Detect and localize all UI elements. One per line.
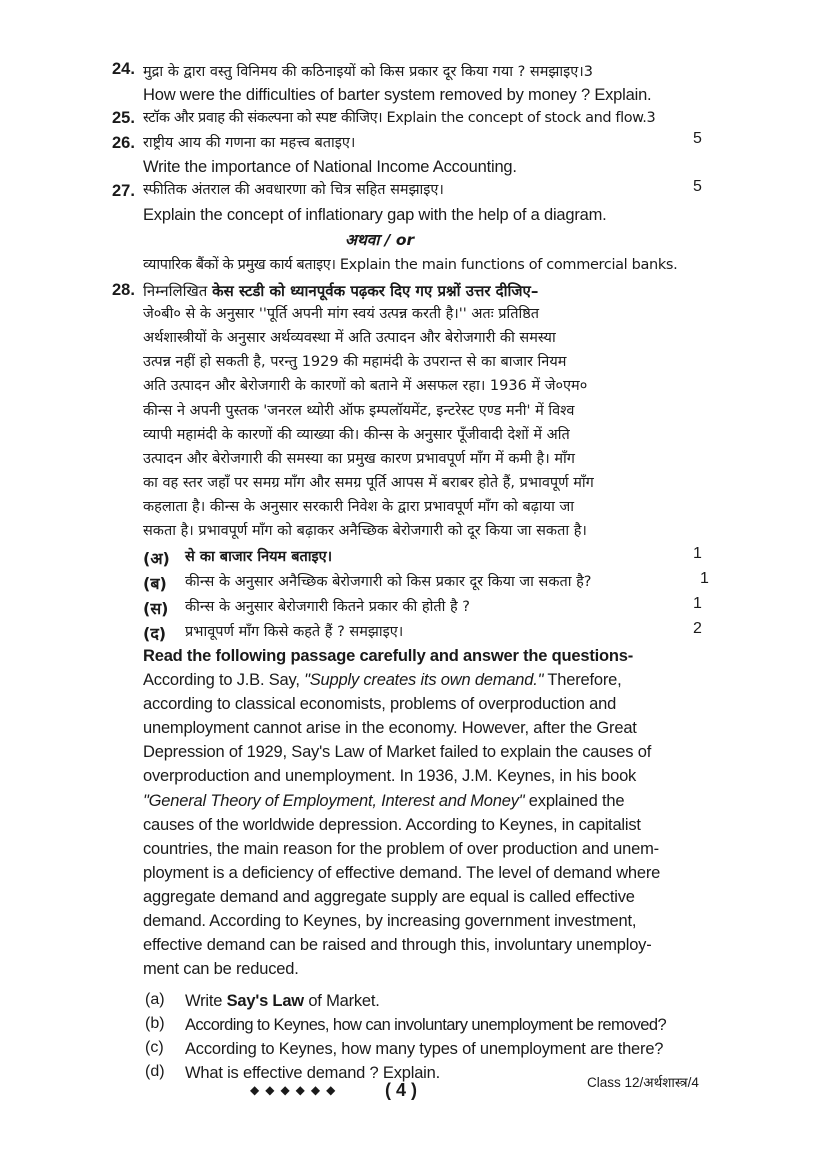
passage-text: Therefore, [543,671,622,689]
passage-line: व्यापी महामंदी के कारणों की व्याख्या की। कीन्स के अनुसार पूँजीवादी देशों में अति [143,427,570,443]
passage-line: demand. According to Keynes, by increasing government investment, [143,912,637,930]
passage-text: According to J.B. Say, [143,671,305,689]
subquestion-bold: Say's Law [226,992,304,1010]
passage-text: explained the [524,792,625,810]
passage-line: उत्पन्न नहीं हो सकती है, परन्तु 1929 की महामंदी के उपरान्त से का बाजार नियम [143,354,567,370]
english-heading: Read the following passage carefully and answer the questions- [143,647,634,665]
passage-line: जे०बी० से के अनुसार ''पूर्ति अपनी मांग स्वयं उत्पन्न करती है।'' अतः प्रतिष्ठित [143,306,540,322]
passage-line [143,791,624,811]
passage-line: overproduction and unemployment. In 1936, J.M. Keynes, in his book [143,767,637,785]
subquestion-plain: of Market. [303,992,380,1010]
subquestion-label: (ब) [143,574,167,593]
question-28-instruction [143,281,538,301]
subquestion-text: प्रभावूपर्ण माँग किसे कहते हैं ? समझाइए। [185,624,404,640]
passage-line: causes of the worldwide depression. According to Keynes, in capitalist [143,816,641,834]
question-26-english: Write the importance of National Income Accounting. [143,158,517,176]
question-number: 24. [112,60,135,78]
subquestion-label: (अ) [143,549,170,568]
quote-italic: "Supply creates its own demand." [304,671,544,689]
passage-line: Depression of 1929, Say's Law of Market failed to explain the causes of [143,743,652,761]
subquestion-plain: Write [185,992,227,1010]
marks: 1 [693,545,702,562]
question-25-text: स्टॉक और प्रवाह की संकल्पना को स्पष्ट कीजिए। Explain the concept of stock and flow.3 [143,110,656,126]
passage-line: according to classical economists, problems of overproduction and [143,695,617,713]
marks: 5 [693,130,702,147]
passage-line: सकता है। प्रभावपूर्ण माँग को बढ़ाकर अनैच्छिक बेरोजगारी को दूर किया जा सकता है। [143,523,587,539]
passage-line: अति उत्पादन और बेरोजगारी के कारणों को बताने में असफल रहा। 1936 में जे०एम० [143,378,588,394]
decorative-diamonds: ◆◆◆◆◆◆ [250,1083,342,1097]
book-title-italic: "General Theory of Employment, Interest and Money" [143,792,525,810]
passage-line: कहलाता है। कीन्स के अनुसार सरकारी निवेश के द्वारा प्रभावपूर्ण माँग को बढ़ाया जा [143,499,574,515]
question-27-hindi: स्फीतिक अंतराल की अवधारणा को चित्र सहित समझाइए। [143,182,444,198]
subquestion-text [185,991,380,1011]
subquestion-text: कीन्स के अनुसार अनैच्छिक बेरोजगारी को किस प्रकार दूर किया जा सकता है? [185,574,592,590]
question-27-english: Explain the concept of inflationary gap with the help of a diagram. [143,206,607,224]
instruction-plain: निम्नलिखित [143,282,213,300]
subquestion-text: What is effective demand ? Explain. [185,1064,441,1082]
passage-line: अर्थशास्त्रीयों के अनुसार अर्थव्यवस्था में अति उत्पादन और बेरोजगारी की समस्या [143,330,556,346]
question-number: 26. [112,134,135,152]
question-27-alternative: व्यापारिक बैंकों के प्रमुख कार्य बताइए। Explain the main functions of commercial banks. [143,257,678,273]
marks: 1 [693,595,702,612]
question-number: 28. [112,281,135,299]
passage-line: aggregate demand and aggregate supply are equal is called effective [143,888,635,906]
passage-line: कीन्स ने अपनी पुस्तक 'जनरल थ्योरी ऑफ इम्पलॉयमेंट, इन्टरेस्ट एण्ड मनी' में विश्व [143,403,575,419]
marks: 1 [700,570,709,587]
instruction-bold: केस स्टडी को ध्यानपूर्वक पढ़कर दिए गए प्रश्नों उत्तर दीजिए– [212,282,539,300]
passage-line: unemployment cannot arise in the economy. However, after the Great [143,719,637,737]
question-24-english: How were the difficulties of barter system removed by money ? Explain. [143,86,652,104]
subquestion-label: (a) [145,991,165,1008]
page-number: ( 4 ) [385,1080,418,1100]
subquestion-text: से का बाजार नियम बताइए। [185,549,333,565]
subquestion-text: According to Keynes, how many types of unemployment are there? [185,1040,664,1058]
paper-code: Class 12/अर्थशास्त्र/4 [587,1075,699,1090]
subquestion-text: कीन्स के अनुसार बेरोजगारी कितने प्रकार की होती है ? [185,599,470,615]
marks: 5 [693,178,702,195]
question-24-hindi: मुद्रा के द्वारा वस्तु विनिमय की कठिनाइयों को किस प्रकार दूर किया गया ? समझाइए।3 [143,64,593,80]
passage-line: effective demand can be raised and through this, involuntary unemploy- [143,936,652,954]
marks: 2 [693,620,702,637]
subquestion-label: (c) [145,1039,164,1056]
passage-line: ployment is a deficiency of effective demand. The level of demand where [143,864,661,882]
passage-line: countries, the main reason for the problem of over production and unem- [143,840,659,858]
passage-line: उत्पादन और बेरोजगारी की समस्या का प्रमुख कारण प्रभावपूर्ण माँग में कमी है। माँग [143,451,575,467]
subquestion-label: (स) [143,599,169,618]
passage-line: का वह स्तर जहाँ पर समग्र माँग और समग्र पूर्ति आपस में बराबर होते हैं, प्रभावपूर्ण माँग [143,475,594,491]
question-number: 27. [112,182,135,200]
subquestion-label: (b) [145,1015,165,1032]
subquestion-label: (d) [145,1063,165,1080]
question-26-hindi: राष्ट्रीय आय की गणना का महत्त्व बताइए। [143,135,356,151]
passage-line [143,670,622,690]
passage-line: ment can be reduced. [143,960,299,978]
subquestion-text: According to Keynes, how can involuntary unemployment be removed? [185,1016,667,1034]
subquestion-label: (द) [143,624,167,643]
question-number: 25. [112,109,135,127]
or-separator: अथवा / or [345,231,415,249]
